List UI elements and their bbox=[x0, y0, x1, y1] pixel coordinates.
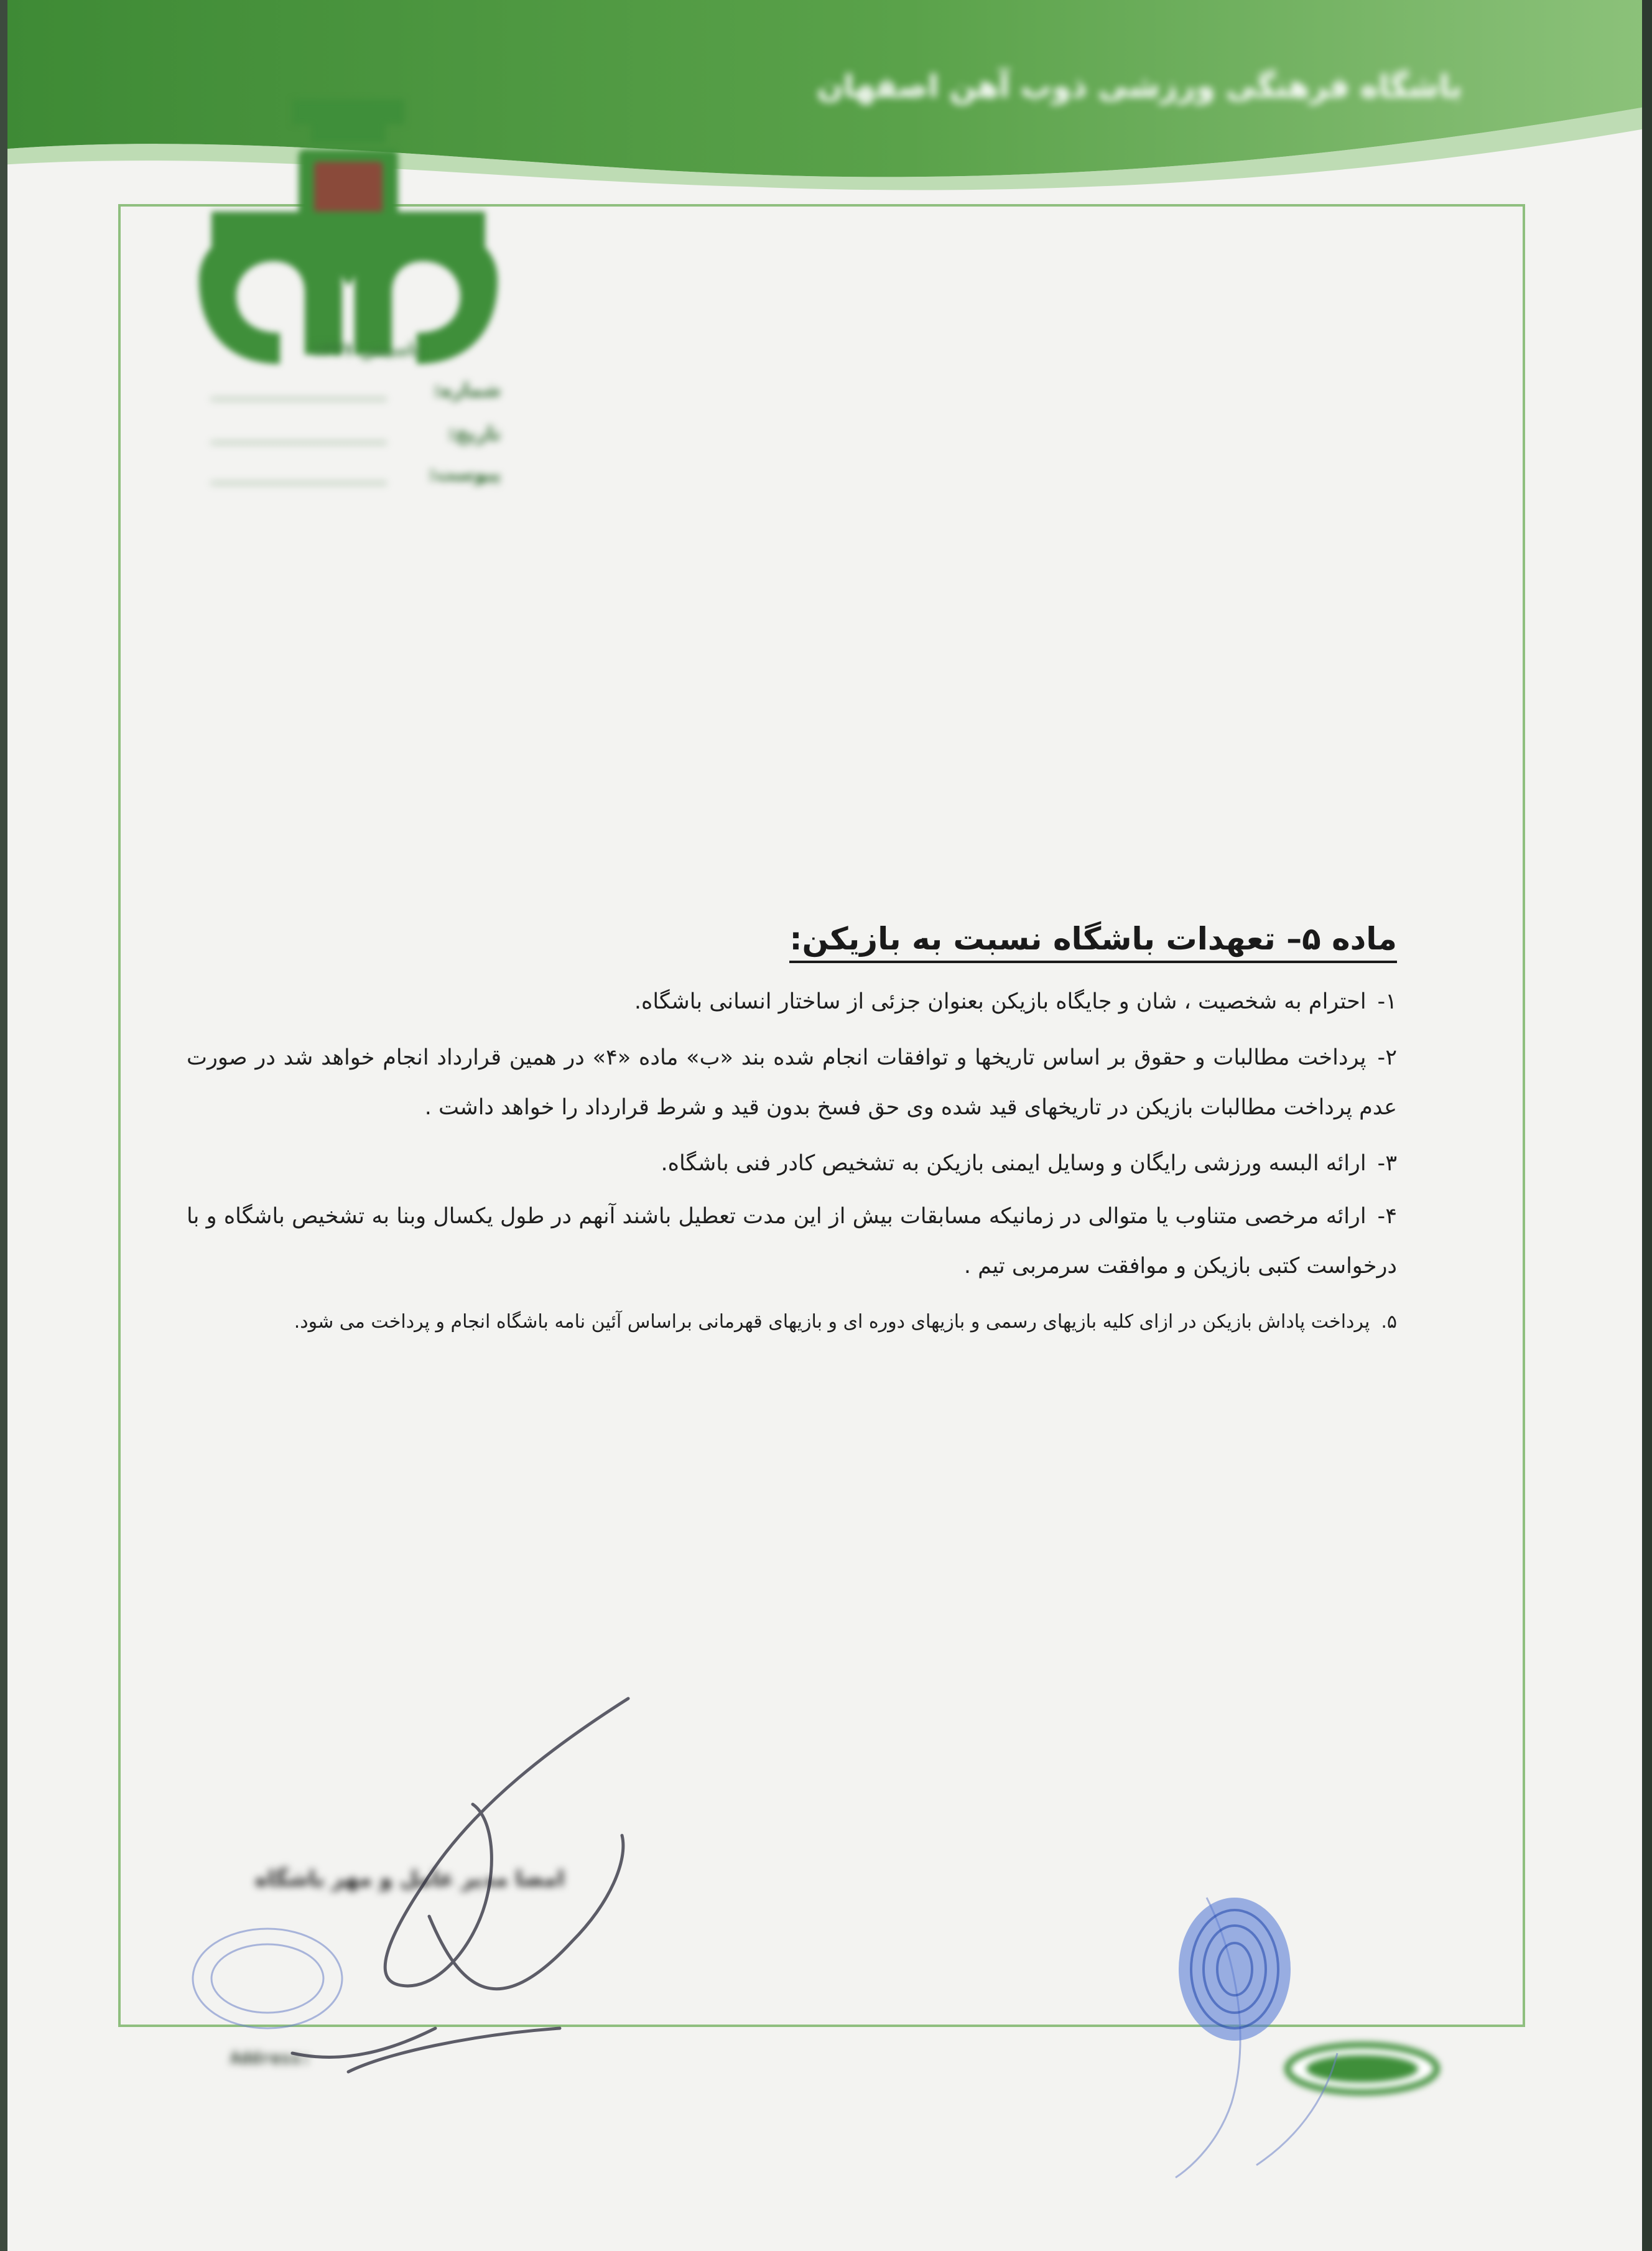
item-number: ۱- bbox=[1377, 989, 1397, 1014]
article5-item-2 bbox=[187, 1033, 1397, 1132]
attachment-label: پیوست: bbox=[429, 464, 501, 485]
club-name: باشگاه فرهنگی ورزشی ذوب آهن اصفهان bbox=[817, 68, 1462, 105]
item-text: احترام به شخصیت ، شان و جایگاه بازیکن بعنوان جزئی از ساختار انسانی باشگاه. bbox=[634, 989, 1367, 1014]
date-label: تاریخ: bbox=[448, 423, 501, 445]
attachment-field bbox=[211, 464, 522, 495]
footer-line: Address: bbox=[230, 2049, 312, 2068]
article5-heading-text: ماده ۵– تعهدات باشگاه نسبت به بازیکن: bbox=[789, 921, 1397, 963]
date-field bbox=[211, 423, 522, 454]
item-text: ارائه مرخصی متناوب یا متوالی در زمانیکه مسابقات بیش از این مدت تعطیل باشند آنهم در طول یکسال وبنا به تشخیص باشگاه و با درخواست کتبی بازیکن و موافقت سرمربی تیم . bbox=[187, 1204, 1397, 1279]
number-field bbox=[211, 380, 522, 411]
item-number: ۳- bbox=[1377, 1151, 1397, 1176]
item-text: ارائه البسه ورزشی رایگان و وسایل ایمنی بازیکن به تشخیص کادر فنی باشگاه. bbox=[661, 1151, 1367, 1176]
item-number: ۲- bbox=[1377, 1045, 1397, 1070]
footer-address-en bbox=[230, 2047, 578, 2071]
number-label: شماره: bbox=[434, 380, 501, 401]
article5-item-5 bbox=[224, 1297, 1397, 1347]
item-number: ۴- bbox=[1377, 1204, 1397, 1229]
signature-labels bbox=[211, 1867, 1381, 1904]
item-text: پرداخت مطالبات و حقوق بر اساس تاریخها و توافقات انجام شده بند «ب» ماده «۴» در همین قرارداد انجام خواهد شد در صورت عدم پرداخت مطالبات بازیکن در تاریخهای قید شده وی حق فسخ بدون قید و شرط قرارداد را خواهد داشت . bbox=[187, 1045, 1397, 1120]
item-number: ۵. bbox=[1381, 1311, 1397, 1333]
article5-heading bbox=[526, 921, 1397, 957]
item-text: پرداخت پاداش بازیکن در ازای کلیه بازیهای رسمی و بازیهای دوره ای و بازیهای قهرمانی براساس آئین نامه باشگاه انجام و پرداخت می شود. bbox=[294, 1311, 1370, 1333]
scan-edge-left bbox=[0, 0, 7, 2251]
article5-item-1 bbox=[187, 977, 1397, 1027]
footer-badge-logo bbox=[1281, 2041, 1443, 2097]
founded-year: تاسیس ۱۳۴۷ bbox=[312, 339, 422, 360]
article5-item-3 bbox=[187, 1139, 1397, 1188]
article5-item-4 bbox=[187, 1191, 1397, 1291]
scan-edge-right bbox=[1642, 0, 1652, 2251]
club-ceo-signature-label: امضا مدیر عامل و مهر باشگاه bbox=[255, 1867, 565, 1891]
